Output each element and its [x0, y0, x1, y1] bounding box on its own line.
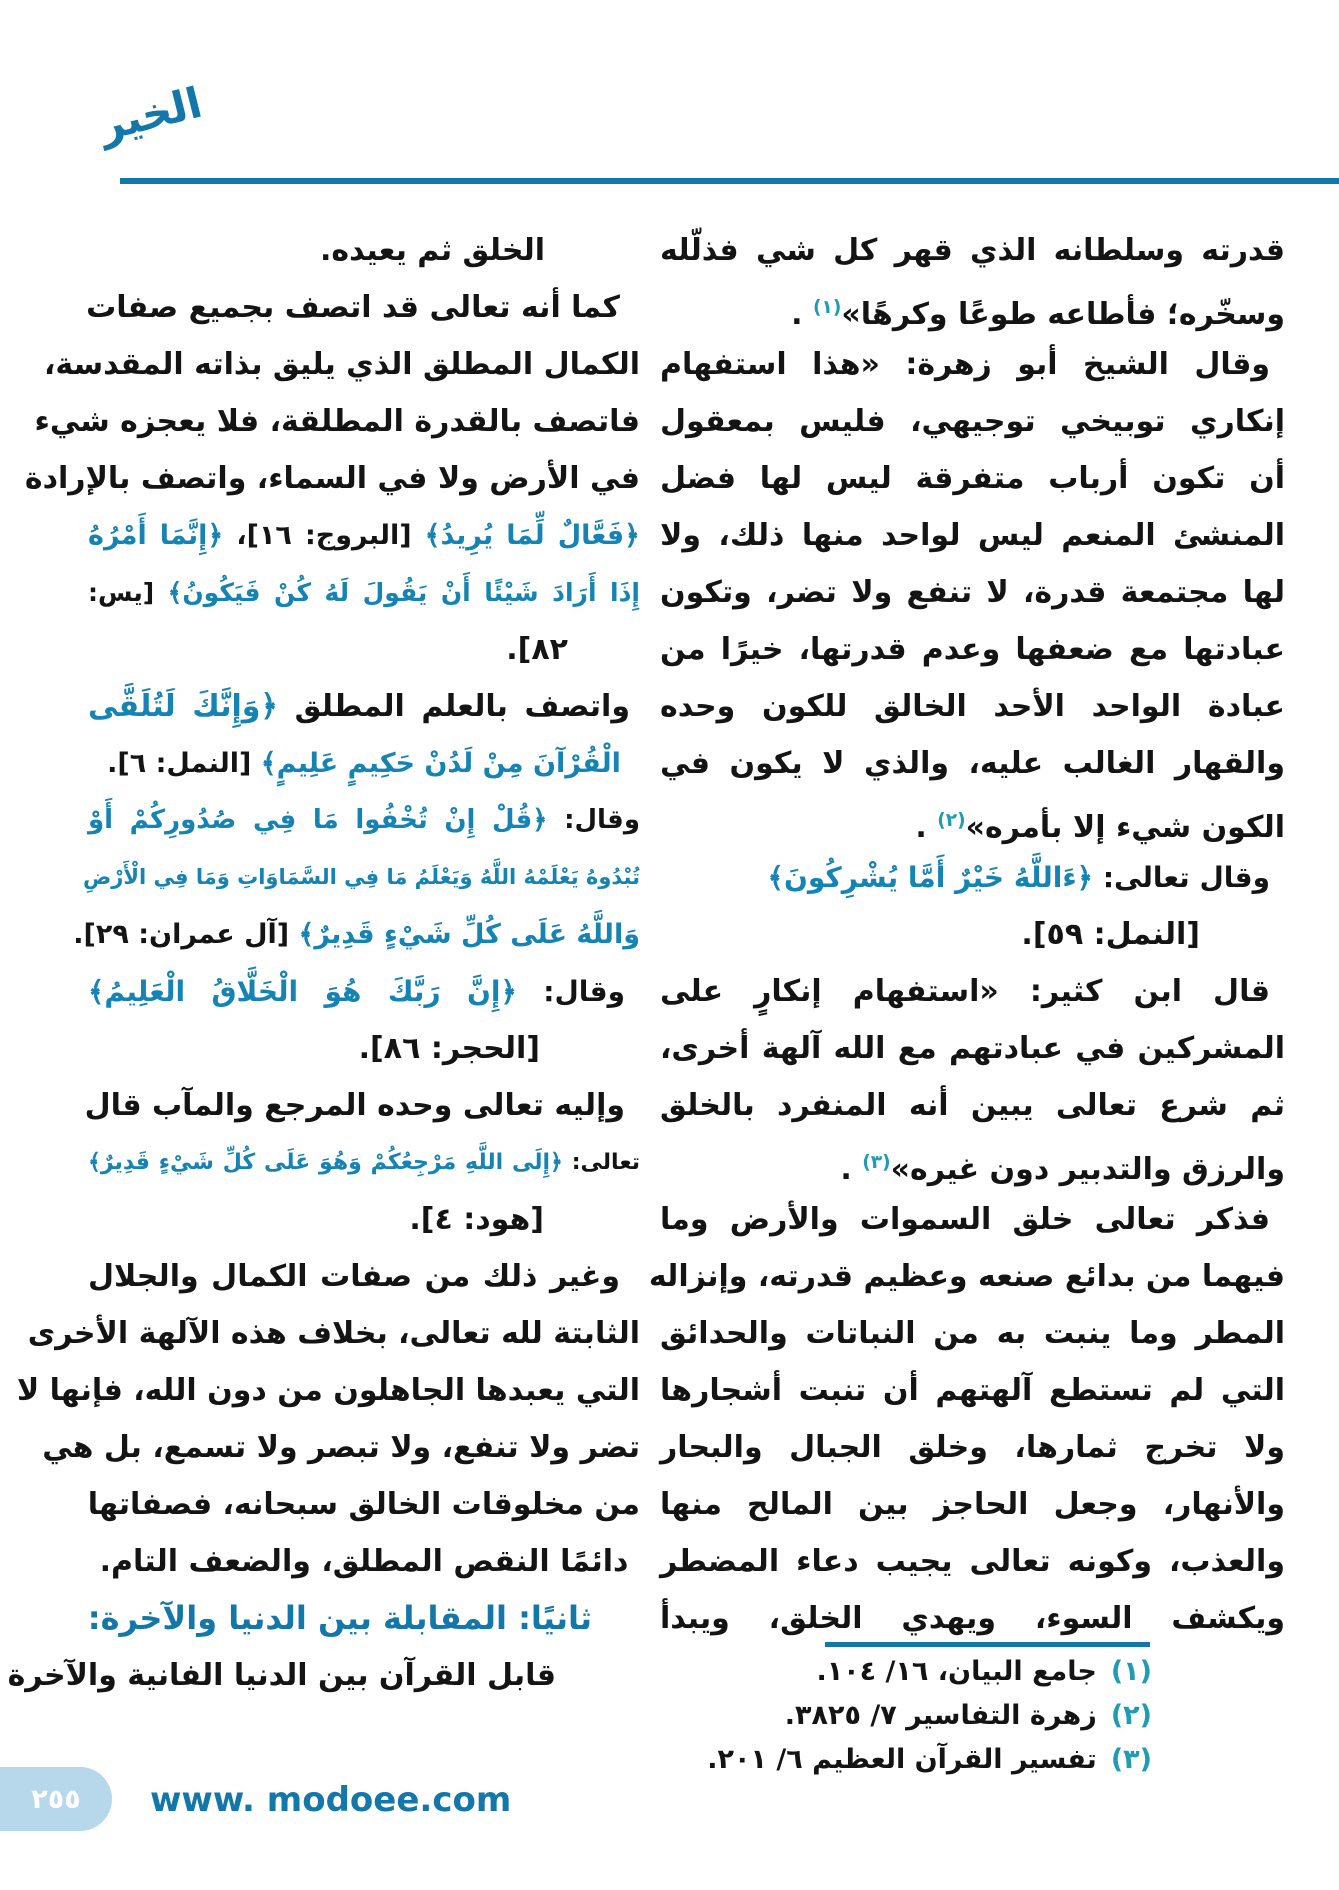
text-run: التي لم تستطع آلهتهم أن تنبت أشجارها [660, 1373, 1285, 1408]
text-line [84, 1077, 640, 1134]
text-line [660, 678, 1285, 735]
footnote-text: جامع البيان، ١٦/ ١٠٤. [816, 1656, 1097, 1687]
text-run: . [791, 297, 814, 332]
text-run: أن تكون أرباب متفرقة ليس لها فضل [660, 461, 1285, 496]
text-line [88, 678, 640, 735]
text-line [88, 621, 640, 678]
text-run: وغير ذلك من صفات الكمال والجلال [88, 1259, 620, 1294]
footnote-marker: (٢) [937, 810, 966, 831]
text-run: [النمل: ٦]. [107, 748, 261, 779]
text-run: وسخّره؛ فأطاعه طوعًا وكرهًا» [841, 297, 1285, 332]
text-run: إنكاري توبيخي توجيهي، فليس بمعقول [660, 404, 1285, 439]
quran-verse: ﴿قُلْ إِنْ تُخْفُوا مَا فِي صُدُورِكُمْ أَوْ [88, 805, 548, 835]
text-line [42, 1419, 640, 1476]
text-line [660, 507, 1285, 564]
text-run: عبادتها مع ضعفها وعدم قدرتها، خيرًا من [660, 632, 1285, 667]
website-url: www. modoee.com [150, 1780, 512, 1820]
text-line [88, 1020, 640, 1077]
text-line [88, 792, 640, 849]
header-rule [120, 178, 1339, 184]
text-line [648, 1248, 1285, 1305]
text-line [24, 450, 640, 507]
text-run: [الحجر: ٨٦]. [358, 1031, 540, 1066]
footnote-text: تفسير القرآن العظيم ٦/ ٢٠١. [707, 1744, 1097, 1775]
text-line [88, 1248, 640, 1305]
text-line [660, 849, 1285, 906]
text-run: التي يعبدها الجاهلون من دون الله، فإنها لا [16, 1373, 640, 1408]
text-run: الثابتة لله تعالى، بخلاف هذه الآلهة الأخرى [27, 1316, 640, 1351]
text-line [27, 1305, 640, 1362]
footnote [700, 1650, 1152, 1694]
text-run: ولا تخرج ثمارها، وخلق الجبال والبحار [660, 1430, 1285, 1465]
text-line [660, 906, 1285, 963]
text-run: دائمًا النقص المطلق، والضعف التام. [99, 1544, 629, 1579]
quran-verse: الْقُرْآنَ مِنْ لَدُنْ حَكِيمٍ عَلِيمٍ﴾ [260, 748, 621, 779]
text-line [660, 1362, 1285, 1419]
text-run: فاتصف بالقدرة المطلقة، فلا يعجزه شيء [34, 404, 640, 439]
text-run: وقال: [516, 975, 625, 1008]
text-run: فذكر تعالى خلق السموات والأرض وما [660, 1202, 1270, 1237]
text-line [7, 1647, 640, 1704]
text-line [88, 1134, 640, 1191]
text-run: [آل عمران: ٢٩]. [73, 919, 299, 950]
text-line [660, 222, 1285, 279]
text-run: [هود: ٤]. [409, 1202, 544, 1237]
text-line [660, 564, 1285, 621]
text-run: وقال: [547, 805, 640, 835]
text-run: والقهار الغالب عليه، والذي لا يكون في [660, 746, 1285, 781]
text-run: الخلق ثم يعيده. [319, 233, 545, 268]
text-run: المشركين في عبادتهم مع الله آلهة أخرى، [660, 1031, 1285, 1066]
text-line [88, 1191, 640, 1248]
text-line [660, 279, 1285, 336]
quran-verse: ﴿ءَاللَّهُ خَيْرٌ أَمَّا يُشْرِكُونَ﴾ [767, 861, 1094, 894]
text-line [660, 1533, 1285, 1590]
text-line [88, 1533, 640, 1590]
text-line [660, 1077, 1285, 1134]
text-run: في الأرض ولا في السماء، واتصف بالإرادة [24, 461, 640, 496]
text-run: قابل القرآن بين الدنيا الفانية والآخرة [7, 1658, 556, 1693]
text-run: ثم شرع تعالى يبين أنه المنفرد بالخلق [660, 1088, 1285, 1123]
text-line [660, 963, 1285, 1020]
text-line [660, 450, 1285, 507]
text-line [660, 1590, 1285, 1647]
text-line [660, 393, 1285, 450]
text-run: وقال الشيخ أبو زهرة: «هذا استفهام [660, 347, 1270, 382]
footnote-number: (٢) [1110, 1700, 1152, 1731]
footnote-number: (٣) [1110, 1744, 1152, 1775]
text-run: ثانيًا: المقابلة بين الدنيا والآخرة: [87, 1599, 592, 1637]
text-line [34, 393, 640, 450]
text-run: والأنهار، وجعل الحاجز بين المالح منها [660, 1487, 1285, 1522]
quran-verse: وَاللَّهُ عَلَى كُلِّ شَيْءٍ قَدِيرٌ﴾ [298, 919, 640, 950]
text-run: واتصف بالعلم المطلق [278, 689, 630, 724]
text-run: [البروج: ١٦]، [223, 520, 425, 551]
quran-verse: إِذَا أَرَادَ شَيْئًا أَنْ يَقُولَ لَهُ كُنْ فَيَكُونُ﴾ [167, 578, 640, 607]
page-number-badge [0, 1767, 112, 1831]
footnote [700, 1738, 1152, 1782]
text-run: تعالى: [562, 1150, 640, 1175]
text-run: وقال تعالى: [1093, 861, 1270, 894]
quran-verse: ﴿إِلَى اللَّهِ مَرْجِعُكُمْ وَهُوَ عَلَى كُلِّ شَيْءٍ قَدِيرٌ﴾ [88, 1150, 563, 1175]
text-run: تضر ولا تنفع، ولا تبصر ولا تسمع، بل هي [42, 1430, 640, 1465]
quran-verse: ﴿إِنَّمَا أَمْرُهُ [88, 520, 224, 551]
text-run: لها مجتمعة قدرة، لا تنفع ولا تضر، وتكون [660, 575, 1285, 610]
text-line [660, 1191, 1285, 1248]
text-line [88, 564, 640, 621]
footnote-text: زهرة التفاسير ٧/ ٣٨٢٥. [784, 1700, 1097, 1731]
quran-verse: تُبْدُوهُ يَعْلَمْهُ اللَّهُ وَيَعْلَمُ مَا فِي السَّمَاوَاتِ وَمَا فِي الْأَرْضِ [83, 865, 640, 889]
footnote-marker: (١) [813, 297, 842, 318]
text-run: الكون شيء إلا بأمره» [965, 810, 1285, 845]
text-line [88, 507, 640, 564]
text-line [88, 222, 640, 279]
text-run: ٨٢]. [506, 632, 568, 667]
text-run: المطر وما ينبت به من النباتات والحدائق [660, 1316, 1285, 1351]
text-run: قدرته وسلطانه الذي قهر كل شي فذلّله [660, 233, 1285, 268]
text-line [16, 1362, 640, 1419]
text-run: الكمال المطلق الذي يليق بذاته المقدسة، [44, 347, 640, 382]
text-run: قال ابن كثير: «استفهام إنكارٍ على [660, 974, 1270, 1009]
text-run: المنشئ المنعم ليس لواحد منها ذلك، ولا [660, 518, 1285, 553]
text-line [660, 792, 1285, 849]
text-line [660, 1419, 1285, 1476]
text-run: . [840, 1152, 863, 1187]
section-heading [88, 1590, 640, 1647]
text-line [660, 735, 1285, 792]
text-line [660, 1305, 1285, 1362]
text-line [88, 735, 640, 792]
book-title-calligraphy: الخير [94, 77, 207, 151]
right-column [648, 222, 1285, 1647]
footnote-marker: (٣) [862, 1152, 891, 1173]
quran-verse: ﴿فَعَّالٌ لِّمَا يُرِيدُ﴾ [424, 520, 641, 551]
text-run: عبادة الواحد الأحد الخالق للكون وحده [660, 689, 1285, 724]
text-run: . [915, 810, 938, 845]
text-run: [يس: [88, 578, 168, 607]
text-run: فيهما من بدائع صنعه وعظيم قدرته، وإنزاله [648, 1259, 1285, 1294]
footnote-number: (١) [1110, 1656, 1152, 1687]
text-line [660, 621, 1285, 678]
text-line [88, 1476, 640, 1533]
text-line [88, 963, 640, 1020]
quran-verse: ﴿إِنَّ رَبَّكَ هُوَ الْخَلَّاقُ الْعَلِيمُ﴾ [88, 975, 517, 1008]
text-run: كما أنه تعالى قد اتصف بجميع صفات [86, 290, 620, 325]
page-number: ٢٥٥ [31, 1783, 81, 1815]
quran-verse: ﴿وَإِنَّكَ لَتُلَقَّى [88, 689, 279, 724]
text-run: والرزق والتدبير دون غيره» [890, 1152, 1285, 1187]
text-run: وإليه تعالى وحده المرجع والمآب قال [84, 1088, 625, 1123]
text-line [83, 849, 640, 906]
footnote-list [700, 1650, 1152, 1782]
text-line [660, 336, 1285, 393]
text-line [660, 1134, 1285, 1191]
left-column [7, 222, 641, 1704]
footnote [700, 1694, 1152, 1738]
text-run: [النمل: ٥٩]. [1021, 917, 1200, 952]
text-line [44, 336, 640, 393]
text-line [88, 279, 640, 336]
text-run: من مخلوقات الخالق سبحانه، فصفاتها [87, 1487, 640, 1522]
text-run: والعذب، وكونه تعالى يجيب دعاء المضطر [660, 1544, 1285, 1579]
text-line [660, 1476, 1285, 1533]
text-line [660, 1020, 1285, 1077]
text-run: ويكشف السوء، ويهدي الخلق، ويبدأ [660, 1601, 1285, 1636]
footnote-separator [825, 1642, 1150, 1647]
text-line [73, 906, 640, 963]
